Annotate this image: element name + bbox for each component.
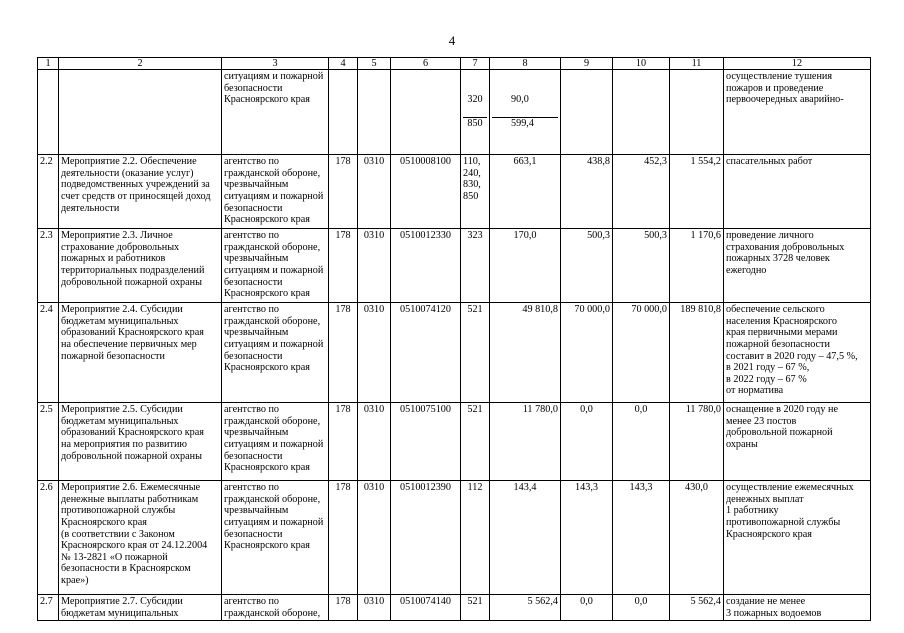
grbs-code: 178 bbox=[329, 481, 358, 595]
page-number: 4 bbox=[448, 33, 456, 48]
section-code bbox=[358, 70, 391, 155]
row-number bbox=[38, 70, 59, 155]
agency-cell: агентство по гражданской обороне, чрезвычайным ситуациям и пожарной безопасности Красноярского края bbox=[222, 481, 329, 595]
row-number: 2.5 bbox=[38, 403, 59, 481]
row-number: 2.2 bbox=[38, 155, 59, 229]
table-row bbox=[38, 70, 871, 155]
amount-2020: 663,1 bbox=[490, 155, 561, 229]
row-number: 2.6 bbox=[38, 481, 59, 595]
column-header: 6 bbox=[391, 58, 461, 70]
agency-cell: агентство по гражданской обороне, чрезвычайным ситуациям и пожарной безопасности Красноярского края bbox=[222, 403, 329, 481]
column-header: 7 bbox=[461, 58, 490, 70]
section-code: 0310 bbox=[358, 403, 391, 481]
activity-name: Мероприятие 2.4. Субсидии бюджетам муниципальных образований Красноярского края на обеспечение первичных мер пожарной безопасности bbox=[59, 303, 222, 403]
amount-2020: 5 562,4 bbox=[490, 595, 561, 621]
amount-2020: 11 780,0 bbox=[490, 403, 561, 481]
amount-total: 1 554,2 bbox=[670, 155, 724, 229]
expense-type-code: 521 bbox=[461, 595, 490, 621]
column-header: 10 bbox=[613, 58, 670, 70]
expected-result: обеспечение сельского населения Красноярского края первичными мерами пожарной безопасности составит в 2020 году – 47,5 %, в 2021 году – 67 %, в 2022 году – 67 % от норматива bbox=[724, 303, 871, 403]
section-code: 0310 bbox=[358, 229, 391, 303]
activity-name: Мероприятие 2.3. Личное страхование добровольных пожарных и работников территориальных подразделений добровольной пожарной охраны bbox=[59, 229, 222, 303]
expense-type-code: 850 bbox=[463, 117, 487, 130]
expense-type-code: 521 bbox=[461, 303, 490, 403]
row-number: 2.7 bbox=[38, 595, 59, 621]
amount-total bbox=[670, 70, 724, 155]
column-header: 8 bbox=[490, 58, 561, 70]
grbs-code: 178 bbox=[329, 155, 358, 229]
column-header: 9 bbox=[561, 58, 613, 70]
section-code: 0310 bbox=[358, 595, 391, 621]
activity-name: Мероприятие 2.5. Субсидии бюджетам муниципальных образований Красноярского края на мероприятия по развитию добровольной пожарной охраны bbox=[59, 403, 222, 481]
grbs-code: 178 bbox=[329, 595, 358, 621]
column-header: 4 bbox=[329, 58, 358, 70]
target-article-code: 0510012330 bbox=[391, 229, 461, 303]
amount-2020: 90,0 bbox=[511, 94, 529, 106]
amount-2022: 0,0 bbox=[613, 403, 670, 481]
column-header: 12 bbox=[724, 58, 871, 70]
table-row bbox=[38, 403, 871, 481]
amount-2022: 143,3 bbox=[613, 481, 670, 595]
amount-2020: 49 810,8 bbox=[490, 303, 561, 403]
amount-2021: 0,0 bbox=[561, 595, 613, 621]
amount-2020: 599,4 bbox=[492, 117, 558, 130]
activity-name bbox=[59, 70, 222, 155]
column-header: 5 bbox=[358, 58, 391, 70]
column-header: 11 bbox=[670, 58, 724, 70]
expected-result: осуществление ежемесячных денежных выплат 1 работнику противопожарной службы Красноярского края bbox=[724, 481, 871, 595]
column-header: 3 bbox=[222, 58, 329, 70]
table-row bbox=[38, 303, 871, 403]
amount-total: 430,0 bbox=[670, 481, 724, 595]
section-code: 0310 bbox=[358, 155, 391, 229]
amount-2022: 70 000,0 bbox=[613, 303, 670, 403]
expense-type-code: 110, 240, 830, 850 bbox=[461, 155, 490, 229]
column-number-row bbox=[38, 58, 871, 70]
table-row bbox=[38, 155, 871, 229]
section-code: 0310 bbox=[358, 481, 391, 595]
target-article-code: 0510074120 bbox=[391, 303, 461, 403]
row-number: 2.4 bbox=[38, 303, 59, 403]
agency-cell: агентство по гражданской обороне, чрезвычайным ситуациям и пожарной безопасности Красноярского края bbox=[222, 229, 329, 303]
agency-cell: ситуациям и пожарной безопасности Красноярского края bbox=[222, 70, 329, 155]
expense-type-code: 521 bbox=[461, 403, 490, 481]
target-article-code: 0510075100 bbox=[391, 403, 461, 481]
row-number: 2.3 bbox=[38, 229, 59, 303]
table-row bbox=[38, 481, 871, 595]
column-header: 2 bbox=[59, 58, 222, 70]
activity-name: Мероприятие 2.2. Обеспечение деятельности (оказание услуг) подведомственных учреждений за счет средств от приносящей доход деятельности bbox=[59, 155, 222, 229]
agency-cell: агентство по гражданской обороне, чрезвычайным ситуациям и пожарной безопасности Красноярского края bbox=[222, 303, 329, 403]
amount-2020: 143,4 bbox=[490, 481, 561, 595]
expected-result: осуществление тушения пожаров и проведение первоочередных аварийно- bbox=[724, 70, 871, 155]
expected-result: проведение личного страхования добровольных пожарных 3728 человек ежегодно bbox=[724, 229, 871, 303]
amount-2021: 143,3 bbox=[561, 481, 613, 595]
grbs-code: 178 bbox=[329, 303, 358, 403]
expense-type-code: 112 bbox=[461, 481, 490, 595]
amount-2021: 438,8 bbox=[561, 155, 613, 229]
target-article-code: 0510008100 bbox=[391, 155, 461, 229]
amount-total: 5 562,4 bbox=[670, 595, 724, 621]
amount-2022: 500,3 bbox=[613, 229, 670, 303]
amount-2022 bbox=[613, 70, 670, 155]
amount-total: 189 810,8 bbox=[670, 303, 724, 403]
column-header: 1 bbox=[38, 58, 59, 70]
expense-type-code: 323 bbox=[461, 229, 490, 303]
program-activities-table bbox=[37, 57, 871, 621]
amount-2021: 500,3 bbox=[561, 229, 613, 303]
target-article-code: 0510012390 bbox=[391, 481, 461, 595]
grbs-code bbox=[329, 70, 358, 155]
amount-2020-split bbox=[490, 70, 561, 155]
activity-name: Мероприятие 2.7. Субсидии бюджетам муниципальных bbox=[59, 595, 222, 621]
section-code: 0310 bbox=[358, 303, 391, 403]
expected-result: спасательных работ bbox=[724, 155, 871, 229]
agency-cell: агентство по гражданской обороне, чрезвычайным ситуациям и пожарной безопасности Красноярского края bbox=[222, 155, 329, 229]
expected-result: оснащение в 2020 году не менее 23 постов добровольной пожарной охраны bbox=[724, 403, 871, 481]
expense-type-code: 320 bbox=[467, 94, 483, 106]
grbs-code: 178 bbox=[329, 403, 358, 481]
amount-2022: 452,3 bbox=[613, 155, 670, 229]
activity-name: Мероприятие 2.6. Ежемесячные денежные выплаты работникам противопожарной службы Красноярского края (в соответствии с Законом Красноярского края от 24.12.2004 № 13-2821 «О пожарной безопасности в Красноярском крае») bbox=[59, 481, 222, 595]
table-row bbox=[38, 229, 871, 303]
amount-2021 bbox=[561, 70, 613, 155]
amount-2020: 170,0 bbox=[490, 229, 561, 303]
expected-result: создание не менее 3 пожарных водоемов bbox=[724, 595, 871, 621]
target-article-code bbox=[391, 70, 461, 155]
table-row bbox=[38, 595, 871, 621]
amount-total: 1 170,6 bbox=[670, 229, 724, 303]
target-article-code: 0510074140 bbox=[391, 595, 461, 621]
amount-2022: 0,0 bbox=[613, 595, 670, 621]
expense-type-split bbox=[461, 70, 490, 155]
grbs-code: 178 bbox=[329, 229, 358, 303]
amount-2021: 70 000,0 bbox=[561, 303, 613, 403]
amount-2021: 0,0 bbox=[561, 403, 613, 481]
agency-cell: агентство по гражданской обороне, bbox=[222, 595, 329, 621]
amount-total: 11 780,0 bbox=[670, 403, 724, 481]
